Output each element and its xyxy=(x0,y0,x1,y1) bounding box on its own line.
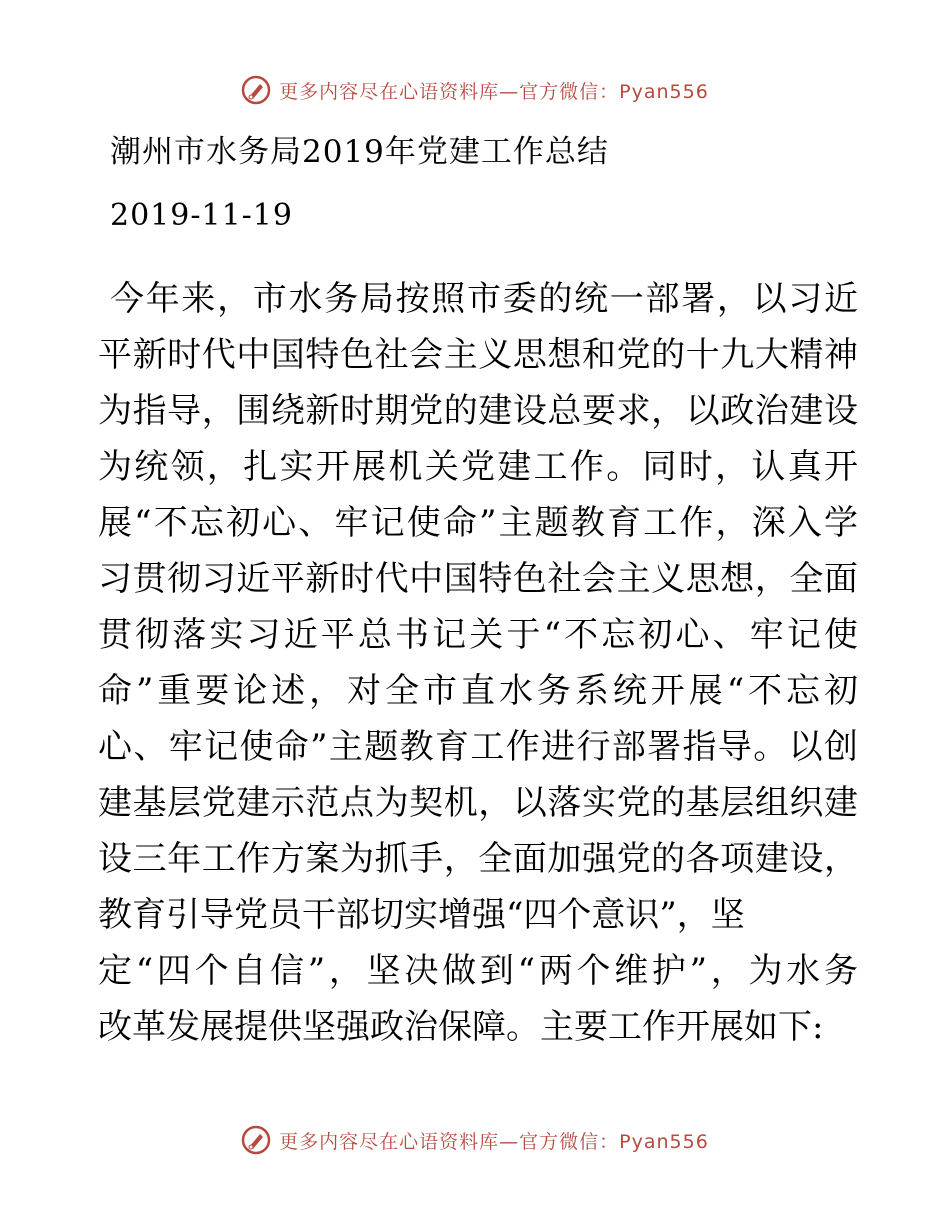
body-line: 为统领，扎实开展机关党建工作。同时，认真开 xyxy=(98,447,858,487)
body-line: 设三年工作方案为抓手，全面加强党的各项建设， xyxy=(98,839,858,879)
body-line: 心、牢记使命”主题教育工作进行部署指导。以创 xyxy=(98,727,858,767)
document-title: 潮州市水务局2019年党建工作总结 xyxy=(110,134,609,170)
body-line: 为指导，围绕新时期党的建设总要求，以政治建设 xyxy=(98,391,858,431)
pen-nib-logo-icon xyxy=(241,1125,271,1155)
watermark-text: 更多内容尽在心语资料库—官方微信：Pyan556 xyxy=(279,1130,709,1153)
pen-nib-logo-icon xyxy=(241,75,271,105)
body-line: 习贯彻习近平新时代中国特色社会主义思想，全面 xyxy=(98,559,858,599)
watermark-text: 更多内容尽在心语资料库—官方微信：Pyan556 xyxy=(279,80,709,103)
body-line: 改革发展提供坚强政治保障。主要工作开展如下: xyxy=(98,1007,824,1047)
body-line: 命”重要论述，对全市直水务系统开展“不忘初 xyxy=(98,671,858,711)
footer-watermark xyxy=(0,1120,950,1160)
body-line: 建基层党建示范点为契机，以落实党的基层组织建 xyxy=(98,783,858,823)
document-date: 2019-11-19 xyxy=(110,198,293,233)
body-line: 今年来，市水务局按照市委的统一部署，以习近 xyxy=(110,279,858,319)
body-line: 平新时代中国特色社会主义思想和党的十九大精神 xyxy=(98,335,858,375)
body-line: 教育引导党员干部切实增强“四个意识”，坚 xyxy=(98,895,745,935)
header-watermark xyxy=(0,70,950,110)
document-body xyxy=(98,271,858,1055)
body-line: 定“四个自信”，坚决做到“两个维护”，为水务 xyxy=(98,951,858,991)
body-line: 展“不忘初心、牢记使命”主题教育工作，深入学 xyxy=(98,503,858,543)
body-line: 贯彻落实习近平总书记关于“不忘初心、牢记使 xyxy=(98,615,858,655)
